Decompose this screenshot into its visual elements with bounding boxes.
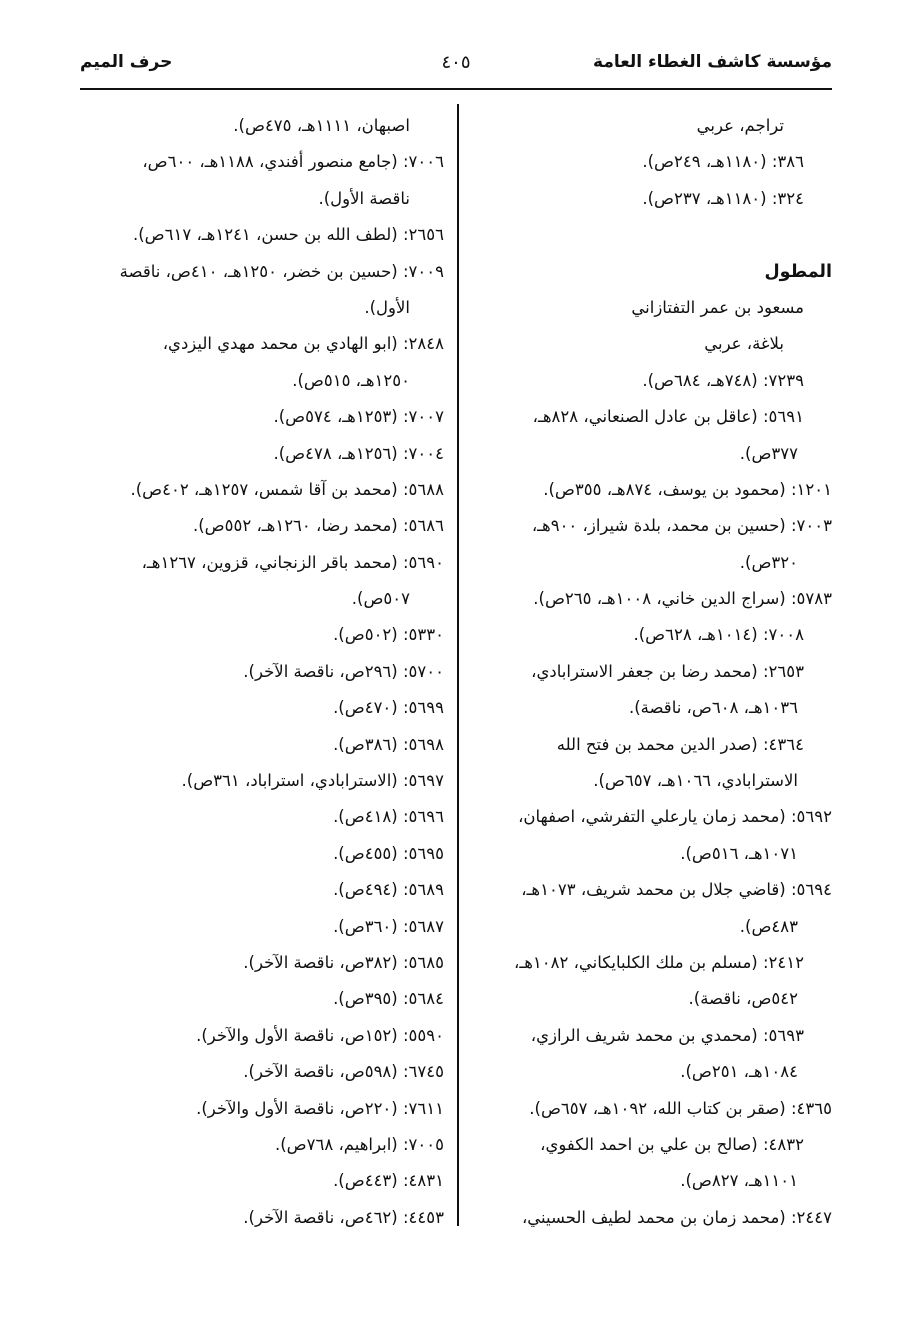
publisher-name: مؤسسة كاشف الغطاء العامة bbox=[593, 52, 832, 72]
entry-line: ٧٠٠٥: (ابراهيم، ٧٦٨ص). bbox=[274, 1134, 444, 1154]
entry-line: ٥٠٧ص). bbox=[351, 589, 410, 609]
entry-line: ٢٦٥٦: (لطف الله بن حسن، ١٢٤١هـ، ٦١٧ص). bbox=[133, 225, 444, 245]
entry-line: ٥٦٩٠: (محمد باقر الزنجاني، قزوين، ١٢٦٧هـ، bbox=[141, 552, 444, 572]
entry-line: ١٠٨٤هـ، ٢٥١ص). bbox=[680, 1062, 798, 1082]
entry-line: ناقصة الأول). bbox=[318, 188, 410, 208]
entry-line bbox=[478, 217, 832, 253]
entry-line: ٥٦٨٩: (٤٩٤ص). bbox=[333, 880, 444, 900]
entry-line: ٧٠٠٧: (١٢٥٣هـ، ٥٧٤ص). bbox=[273, 407, 444, 427]
entry-line: ٤٨٣ص). bbox=[739, 916, 798, 936]
entry-line: ٤٣٦٥: (صقر بن كتاب الله، ١٠٩٢هـ، ٦٥٧ص). bbox=[529, 1098, 832, 1118]
entry-line: ٤٨٣٢: (صالح بن علي بن احمد الكفوي، bbox=[540, 1134, 804, 1154]
entry-line: مسعود بن عمر التفتازاني bbox=[631, 297, 804, 317]
entry-line: ٤٣٦٤: (صدر الدين محمد بن فتح الله bbox=[556, 734, 804, 754]
entry-line: ٥٦٩٨: (٣٨٦ص). bbox=[333, 734, 444, 754]
right-column bbox=[478, 108, 832, 1236]
entry-line: ٧٢٣٩: (٧٤٨هـ، ٦٨٤ص). bbox=[642, 370, 804, 390]
section-title: حرف الميم bbox=[80, 52, 173, 72]
entry-line: ٥٦٩٣: (محمدي بن محمد شريف الرازي، bbox=[530, 1025, 804, 1045]
page-header bbox=[80, 52, 832, 84]
column-divider bbox=[457, 104, 459, 1226]
entry-line: ٥٦٩٢: (محمد زمان يارعلي التفرشي، اصفهان، bbox=[518, 807, 832, 827]
entry-line: ٥٦٨٥: (٣٨٢ص، ناقصة الآخر). bbox=[243, 952, 444, 972]
entry-line: ٧٠٠٣: (حسين بن محمد، بلدة شيراز، ٩٠٠هـ، bbox=[531, 516, 832, 536]
entry-line: ٢٤١٢: (مسلم بن ملك الكلبايكاني، ١٠٨٢هـ، bbox=[514, 952, 804, 972]
entry-line: ٥٤٢ص، ناقصة). bbox=[688, 989, 798, 1009]
entry-line: ٥٦٩٥: (٤٥٥ص). bbox=[333, 843, 444, 863]
entry-line: تراجم، عربي bbox=[696, 116, 784, 135]
entry-line: ٥٦٨٨: (محمد بن آقا شمس، ١٢٥٧هـ، ٤٠٢ص). bbox=[130, 479, 444, 499]
entry-line: ٣٢٠ص). bbox=[739, 552, 798, 572]
entry-line: ٧٦١١: (٢٢٠ص، ناقصة الأول والآخر). bbox=[196, 1098, 444, 1118]
entry-line: ٥٦٨٦: (محمد رضا، ١٢٦٠هـ، ٥٥٢ص). bbox=[192, 516, 444, 536]
entry-line: ٥٦٨٤: (٣٩٥ص). bbox=[333, 989, 444, 1009]
entry-line: ٧٠٠٤: (١٢٥٦هـ، ٤٧٨ص). bbox=[273, 443, 444, 463]
entry-line: ٤٨٣١: (٤٤٣ص). bbox=[333, 1171, 444, 1191]
entry-line: ٥٦٩٤: (قاضي جلال بن محمد شريف، ١٠٧٣هـ، bbox=[521, 880, 832, 900]
entry-line: ٥٧٨٣: (سراج الدين خاني، ١٠٠٨هـ، ٢٦٥ص). bbox=[533, 589, 832, 609]
header-rule bbox=[80, 88, 832, 90]
entry-line: ٥٦٩٦: (٤١٨ص). bbox=[333, 807, 444, 827]
entry-line: ٢٨٤٨: (ابو الهادي بن محمد مهدي اليزدي، bbox=[162, 334, 444, 354]
entry-line: ٢٦٥٣: (محمد رضا بن جعفر الاسترابادي، bbox=[531, 661, 804, 681]
entry-line: بلاغة، عربي bbox=[704, 334, 784, 354]
page-number: ٤٠٥ bbox=[441, 52, 471, 73]
left-column bbox=[82, 108, 444, 1236]
entry-line: ٧٠٠٦: (جامع منصور أفندي، ١١٨٨هـ، ٦٠٠ص، bbox=[142, 152, 444, 172]
entry-line: ٥٦٩١: (عاقل بن عادل الصنعاني، ٨٢٨هـ، bbox=[532, 407, 804, 427]
entry-line: ٣٧٧ص). bbox=[739, 443, 798, 463]
entry-line: ٥٦٨٧: (٣٦٠ص). bbox=[333, 916, 444, 936]
entry-line: ٥٧٠٠: (٢٩٦ص، ناقصة الآخر). bbox=[243, 661, 444, 681]
entry-line: ٥٣٣٠: (٥٠٢ص). bbox=[333, 625, 444, 645]
entry-line: ١٢٠١: (محمود بن يوسف، ٨٧٤هـ، ٣٥٥ص). bbox=[543, 479, 832, 499]
entry-line: الأول). bbox=[364, 297, 410, 317]
entry-line: ١٠٣٦هـ، ٦٠٨ص، ناقصة). bbox=[628, 698, 798, 718]
entry-line: ٣٢٤: (١١٨٠هـ، ٢٣٧ص). bbox=[642, 188, 804, 208]
entry-line: ٥٦٩٧: (الاسترابادي، استراباد، ٣٦١ص). bbox=[181, 771, 444, 791]
entry-line: ٧٠٠٨: (١٠١٤هـ، ٦٢٨ص). bbox=[633, 625, 804, 645]
entry-line: الاسترابادي، ١٠٦٦هـ، ٦٥٧ص). bbox=[593, 771, 798, 791]
entry-heading: المطول bbox=[764, 261, 832, 282]
entry-line: ١٢٥٠هـ، ٥١٥ص). bbox=[292, 370, 410, 390]
entry-line: ٧٠٠٩: (حسين بن خضر، ١٢٥٠هـ، ٤١٠ص، ناقصة bbox=[119, 261, 444, 281]
entry-line: ٤٤٥٣: (٤٦٢ص، ناقصة الآخر). bbox=[243, 1207, 444, 1227]
entry-line: ١٠٧١هـ، ٥١٦ص). bbox=[680, 843, 798, 863]
entry-line: ٥٦٩٩: (٤٧٠ص). bbox=[333, 698, 444, 718]
entry-line: ١١٠١هـ، ٨٢٧ص). bbox=[680, 1171, 798, 1191]
entry-line: ٦٧٤٥: (٥٩٨ص، ناقصة الآخر). bbox=[243, 1062, 444, 1082]
entry-line: اصبهان، ١١١١هـ، ٤٧٥ص). bbox=[233, 116, 410, 135]
entry-line: ٣٨٦: (١١٨٠هـ، ٢٤٩ص). bbox=[642, 152, 804, 172]
entry-line: ٢٤٤٧: (محمد زمان بن محمد لطيف الحسيني، bbox=[521, 1207, 832, 1227]
entry-line: ٥٥٩٠: (١٥٢ص، ناقصة الأول والآخر). bbox=[196, 1025, 444, 1045]
